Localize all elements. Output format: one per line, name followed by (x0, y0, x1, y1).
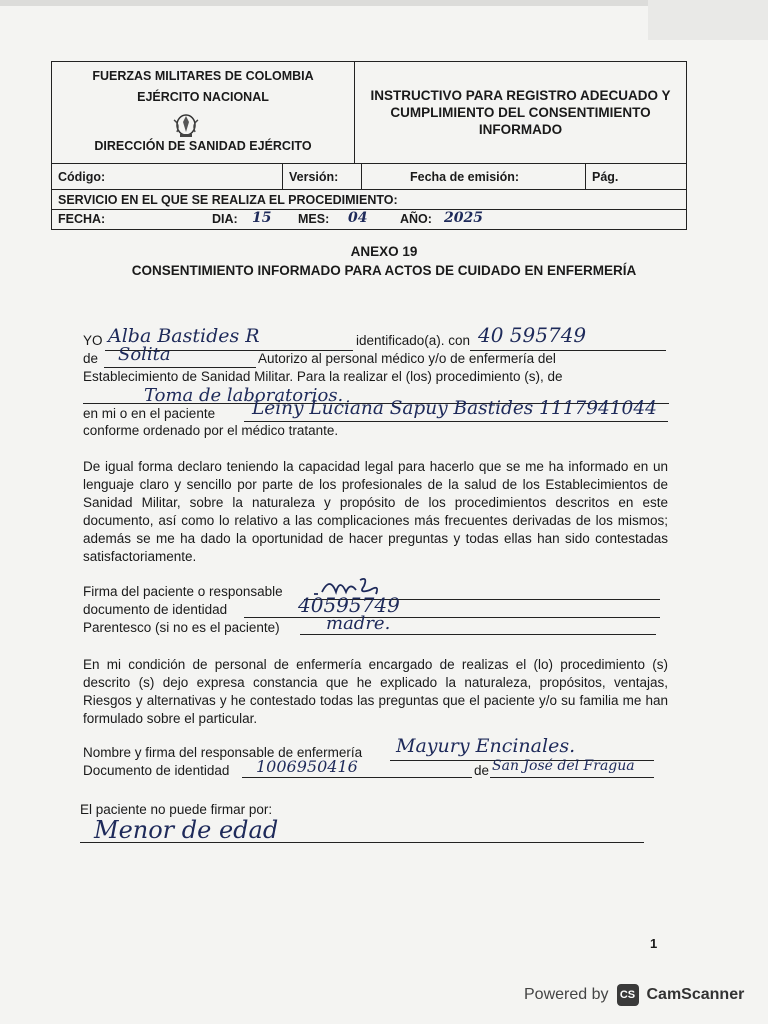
patient-name-line (244, 421, 668, 422)
header-org-cell (52, 62, 355, 163)
documento-enfermeria-value: 1006950416 (256, 757, 358, 776)
codigo-label: Código: (52, 164, 283, 189)
annex-title: CONSENTIMIENTO INFORMADO PARA ACTOS DE CUIDADO EN ENFERMERÍA (131, 263, 637, 278)
org-line-3: DIRECCIÓN DE SANIDAD EJÉRCITO (94, 139, 312, 153)
firma-paciente-label: Firma del paciente o responsable (83, 584, 283, 599)
page-number: 1 (650, 936, 658, 951)
de-city-value: Solita (118, 344, 171, 365)
powered-by-text: Powered by (524, 986, 609, 1003)
yo-name-value: Alba Bastides R (108, 325, 260, 347)
header-table (51, 61, 687, 230)
id-number-value: 40 595749 (478, 323, 587, 347)
camscanner-brand-text: CamScanner (646, 986, 745, 1003)
parentesco-line (300, 634, 656, 635)
de-enfermeria-line (490, 777, 654, 778)
documento-enfermeria-label: Documento de identidad (83, 763, 230, 778)
camscanner-watermark (524, 984, 744, 1006)
parentesco-value: madre. (326, 613, 391, 634)
org-line-1: FUERZAS MILITARES DE COLOMBIA (92, 69, 314, 83)
org-line-2: EJÉRCITO NACIONAL (137, 90, 269, 104)
version-label: Versión: (283, 164, 362, 189)
documento-paciente-label: documento de identidad (83, 602, 228, 617)
annex-number: ANEXO 19 (350, 244, 418, 259)
nombre-enfermeria-label: Nombre y firma del responsable de enfermería (83, 745, 363, 760)
army-emblem-icon (170, 110, 202, 140)
de-enfermeria-value: San José del Fragua (492, 758, 635, 774)
de-city-line (104, 367, 256, 368)
documento-paciente-value: 40595749 (298, 593, 400, 617)
nurse-paragraph: En mi condición de personal de enfermería encargado de realizas el (lo) procedimiento (s) descrito (s) dejo expresa constancia que he explicado la naturaleza, propósitos, ventajas, Riesgos y alternativas y he contestado todas las preguntas que el paciente y/o su familia me han formulado sobre el particular. (83, 657, 668, 726)
anio-label: AÑO: (400, 212, 432, 226)
mes-value: 04 (348, 210, 368, 226)
parentesco-label: Parentesco (si no es el paciente) (83, 620, 280, 635)
fecha-emision-label: Fecha de emisión: (362, 164, 586, 189)
patient-name-value: Leiny Luciana Sapuy Bastides 1117941044 (252, 398, 657, 419)
servicio-label: SERVICIO EN EL QUE SE REALIZA EL PROCEDIMIENTO: (52, 190, 686, 210)
mes-label: MES: (298, 212, 330, 226)
cannot-sign-line (80, 842, 644, 843)
de-enfermeria-label: de (474, 763, 490, 778)
fecha-label: FECHA: (58, 212, 106, 226)
anio-value: 2025 (444, 210, 483, 226)
dia-label: DIA: (212, 212, 238, 226)
documento-paciente-line (244, 617, 660, 618)
de-label: de (83, 351, 99, 366)
document-title: INSTRUCTIVO PARA REGISTRO ADECUADO Y CUMPLIMIENTO DEL CONSENTIMIENTO INFORMADO (370, 88, 671, 137)
cannot-sign-value: Menor de edad (94, 816, 279, 844)
pag-label: Pág. (592, 169, 619, 184)
identificado-label: identificado(a). con (356, 333, 471, 348)
procedure-value: Toma de laboratorios. (144, 385, 344, 406)
autorizo-text: Autorizo al personal médico y/o de enfermería del (258, 351, 556, 366)
dia-value: 15 (252, 210, 272, 226)
nombre-enfermeria-value: Mayury Encinales. (396, 735, 576, 757)
fecha-row (52, 210, 686, 229)
conforme-text: conforme ordenado por el médico tratante. (83, 423, 339, 438)
camscanner-logo-icon: CS (617, 984, 639, 1006)
documento-enfermeria-line (242, 777, 472, 778)
declaration-paragraph: De igual forma declaro teniendo la capacidad legal para hacerlo que se me ha informado en un lenguaje claro y sencillo por parte de los profesionales de la salud de los Establecimientos de Sanidad Militar, sobre la naturaleza y propósito de los procedimientos descritos en este documento, así como lo relativo a las complicaciones más frecuentes derivadas de los mismos; además se me ha dado la oportunidad de hacer preguntas y todas ellas han sido contestadas satisfactoriamente. (83, 459, 668, 564)
establecimiento-text: Establecimiento de Sanidad Militar. Para la realizar el (los) procedimiento (s), de (83, 369, 563, 384)
yo-label: YO (83, 333, 103, 348)
paciente-label: en mi o en el paciente (83, 406, 216, 421)
cannot-sign-label: El paciente no puede firmar por: (80, 802, 273, 817)
